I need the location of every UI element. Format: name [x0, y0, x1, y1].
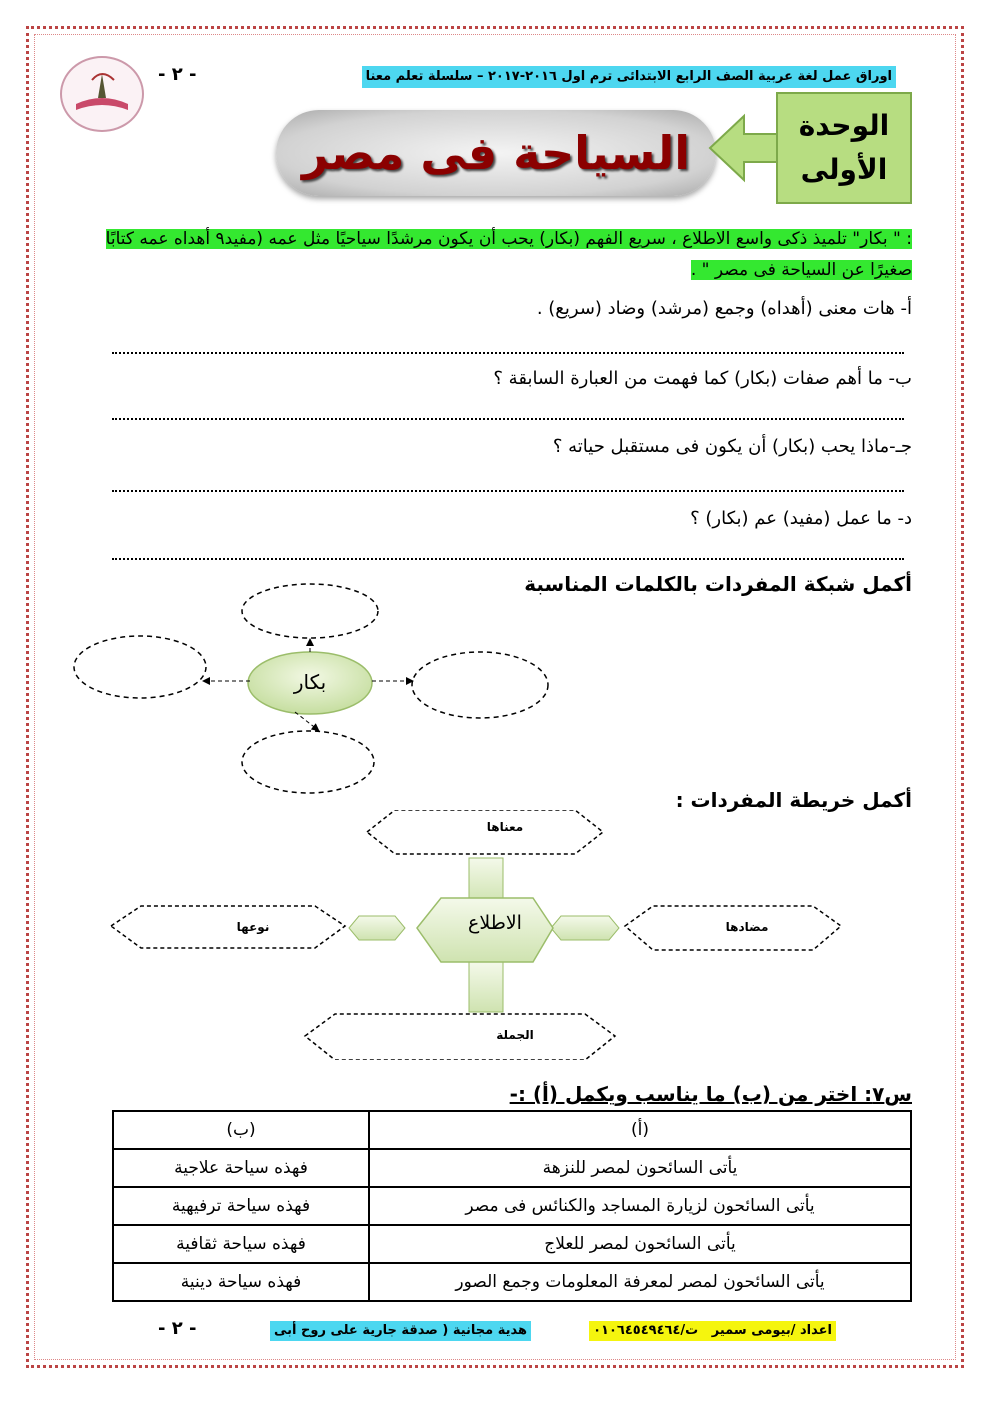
network-bubble-bottom[interactable] [242, 731, 374, 793]
map-label-right: مضادها [725, 920, 769, 934]
map-connector-bottom [469, 962, 503, 1012]
map-connector-left [349, 916, 405, 940]
row-b-cell: فهذه سياحة دينية [113, 1263, 369, 1301]
question-b: ب- ما أهم صفات (بكار) كما فهمت من العبارة السابقة ؟ [493, 368, 912, 389]
map-label-left: نوعها [236, 920, 270, 934]
table-row [113, 1225, 911, 1263]
table-row [113, 1263, 911, 1301]
answer-line-d[interactable] [112, 558, 904, 560]
lesson-title: السياحة فى مصر [276, 110, 716, 196]
map-center-label: الاطلاع [468, 912, 522, 934]
unit-label [776, 92, 912, 204]
unit-line1: الوحدة [798, 109, 890, 142]
row-b-cell: فهذه سياحة ثقافية [113, 1225, 369, 1263]
row-a-cell: يأتى السائحون لزيارة المساجد والكنائس فى مصر [369, 1187, 911, 1225]
row-b-cell: فهذه سياحة ترفيهية [113, 1187, 369, 1225]
answer-line-c[interactable] [112, 490, 904, 492]
footer-page-number: - ٢ - [158, 1318, 197, 1339]
network-center-label: بكار [293, 670, 327, 694]
table-header-row [113, 1111, 911, 1149]
row-a-cell: يأتى السائحون لمصر للنزهة [369, 1149, 911, 1187]
reading-passage [72, 224, 912, 286]
logo-emblem [62, 58, 142, 130]
question-d: د- ما عمل (مفيد) عم (بكار) ؟ [690, 508, 912, 529]
col-b-header: (ب) [113, 1111, 369, 1149]
network-bubble-left[interactable] [74, 636, 206, 698]
row-a-cell: يأتى السائحون لمصر لمعرفة المعلومات وجمع الصور [369, 1263, 911, 1301]
table-row [113, 1187, 911, 1225]
row-b-cell: فهذه سياحة علاجية [113, 1149, 369, 1187]
unit-line2: الأولى [800, 153, 888, 186]
network-bubble-top[interactable] [242, 584, 378, 638]
logo [60, 56, 144, 132]
matching-title: س٧: اختر من (ب) ما يناسب ويكمل (أ) :- [509, 1082, 912, 1106]
map-label-top: معناها [486, 820, 524, 834]
passage-text: : " بكار" تلميذ ذكى واسع الاطلاع ، سريع الفهم (بكار) يحب أن يكون مرشدًا سياحيًا مثل عمه (مفيد٩ أهداه عمه كتابًا صغيرًا عن السياحة فى مصر " . [105, 229, 912, 280]
answer-line-b[interactable] [112, 418, 904, 420]
question-c: جـ-ماذا يحب (بكار) أن يكون فى مستقبل حياته ؟ [552, 436, 912, 457]
question-a: أ- هات معنى (أهداه) وجمع (مرشد) وضاد (سريع) . [536, 298, 912, 319]
network-bubble-right[interactable] [412, 652, 548, 718]
table-row [113, 1149, 911, 1187]
matching-table [112, 1110, 912, 1302]
vocab-map-title: أكمل خريطة المفردات : [675, 788, 912, 812]
series-header: اوراق عمل لغة عربية الصف الرابع الابتدائى ترم اول ٢٠١٦-٢٠١٧ – سلسلة تعلم معنا [362, 66, 896, 88]
map-connector-top [469, 858, 503, 904]
header-page-number: - ٢ - [158, 64, 197, 85]
answer-line-a[interactable] [112, 352, 904, 354]
map-label-bottom: الجملة [496, 1028, 534, 1042]
footer-phone: ت/٠١٠٦٤٥٤٩٤٦٤ [593, 1323, 699, 1338]
footer-dedication: هدية مجانية ( صدقة جارية على روح أبى [270, 1321, 531, 1341]
footer-author: اعداد /بيومى سمير [711, 1323, 832, 1338]
footer-author-phone [589, 1321, 836, 1341]
col-a-header: (أ) [369, 1111, 911, 1149]
arrow-left-icon [706, 110, 786, 186]
vocab-network-title: أكمل شبكة المفردات بالكلمات المناسبة [524, 572, 912, 596]
row-a-cell: يأتى السائحون لمصر للعلاج [369, 1225, 911, 1263]
map-connector-right [551, 916, 619, 940]
vocab-map-diagram [105, 810, 845, 1060]
map-hex-bottom[interactable] [305, 1014, 615, 1060]
vocab-network-diagram [60, 580, 560, 810]
